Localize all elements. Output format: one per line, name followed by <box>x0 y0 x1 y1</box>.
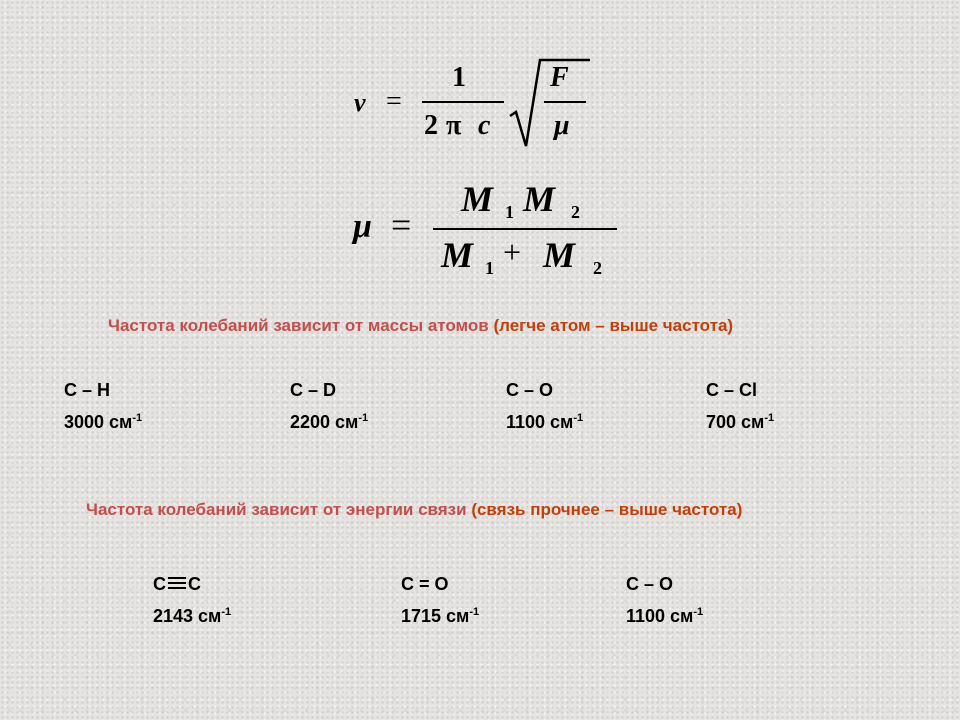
formula2-num-m1: M <box>461 179 494 219</box>
bond-item-c-o <box>506 374 583 438</box>
formula1-fraction-bar <box>422 101 504 103</box>
bond-frequency: 1100 $см^{-1}$ <box>506 412 584 432</box>
square-root-icon <box>508 58 590 150</box>
bond-frequency: 2143 $см^{-1}$ <box>153 606 232 626</box>
bond-frequency: 2200 $см^{-1}$ <box>290 412 369 432</box>
frequency-formula <box>348 58 608 158</box>
formula1-equals: = <box>386 86 402 117</box>
triple-bond-icon <box>168 577 186 589</box>
formula1-root-numerator: F <box>550 62 569 93</box>
formula2-den-m2: M <box>543 235 576 275</box>
mass-heading-main: Частота колебаний зависит от массы атомов <box>108 316 489 335</box>
formula2-num-sub2: 2 <box>571 202 580 222</box>
energy-heading-note: (связь прочнее – выше частота) <box>471 500 743 519</box>
formula1-numerator: 1 <box>452 62 466 93</box>
bond-frequency: 3000 $см^{-1}$ <box>64 412 143 432</box>
formula1-denominator-c: c <box>478 110 491 141</box>
bond-label: C – O <box>626 574 674 594</box>
formula2-den-plus: + <box>503 234 522 270</box>
formula1-denominator-two: 2 <box>424 110 438 141</box>
bond-label: C – H <box>64 380 111 400</box>
formula2-num-sub1: 1 <box>505 202 514 222</box>
formula2-den-sub2: 2 <box>593 258 602 278</box>
formula1-root-denominator: μ <box>554 110 570 141</box>
bond-item-c-single-o <box>626 568 703 632</box>
formula2-den-sub1: 1 <box>485 258 494 278</box>
formula2-fraction-bar <box>433 228 617 230</box>
formula1-lhs: ν <box>354 88 366 117</box>
formula2-equals: = <box>391 205 412 245</box>
bond-label: C – Cl <box>706 380 758 400</box>
formula2-den-m1: M <box>441 235 474 275</box>
bond-energy-heading <box>86 500 742 520</box>
mass-dependence-heading <box>108 316 733 336</box>
bond-item-c-d <box>290 374 368 438</box>
bond-item-c-triple-c <box>153 568 231 632</box>
mass-heading-note: (легче атом – выше частота) <box>493 316 734 335</box>
bond-frequency: 700 $см^{-1}$ <box>706 412 775 432</box>
bond-label: C C <box>153 574 201 594</box>
energy-heading-main: Частота колебаний зависит от энергии связи <box>86 500 467 519</box>
formula2-lhs: μ <box>353 208 372 245</box>
bond-item-c-cl <box>706 374 774 438</box>
bond-frequency: 1715 $см^{-1}$ <box>401 606 480 626</box>
bond-label: C = O <box>401 574 449 594</box>
bond-label: C – D <box>290 380 337 400</box>
formula1-root-fraction-bar <box>544 101 586 103</box>
bond-frequency: 1100 $см^{-1}$ <box>626 606 704 626</box>
formula2-num-m2: M <box>523 179 556 219</box>
bond-item-c-h <box>64 374 142 438</box>
bond-label: C – O <box>506 380 554 400</box>
bond-item-c-double-o <box>401 568 479 632</box>
formula1-denominator-pi: π <box>446 110 462 141</box>
reduced-mass-formula <box>345 178 635 288</box>
